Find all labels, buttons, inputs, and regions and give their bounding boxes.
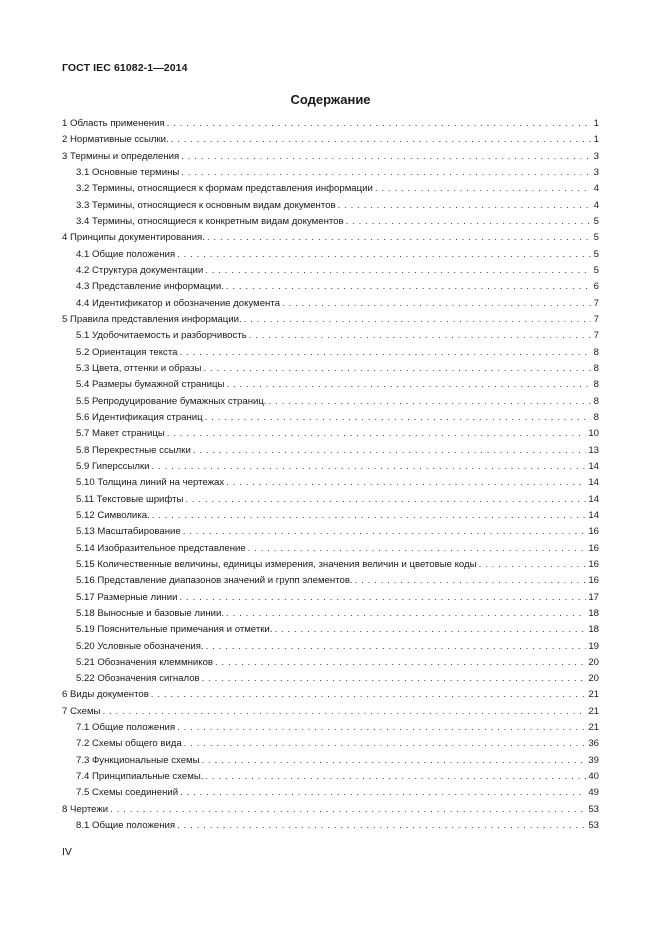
- toc-dot-leader: [177, 818, 586, 834]
- toc-entry[interactable]: [62, 443, 599, 459]
- toc-entry[interactable]: [62, 590, 599, 606]
- toc-dot-leader: [226, 606, 586, 622]
- toc-entry-page: 49: [588, 787, 599, 799]
- toc-entry-page: 8: [593, 362, 599, 374]
- toc-entry[interactable]: [62, 508, 599, 524]
- toc-entry-title: 4 Принципы документирования.: [62, 232, 205, 244]
- toc-entry-page: 4: [593, 199, 599, 211]
- toc-entry-page: 6: [593, 281, 599, 293]
- toc-entry[interactable]: [62, 492, 599, 508]
- toc-entry[interactable]: [62, 361, 599, 377]
- toc-entry-page: 40: [588, 771, 599, 783]
- toc-entry[interactable]: [62, 345, 599, 361]
- toc-dot-leader: [180, 785, 586, 801]
- toc-entry[interactable]: [62, 132, 599, 148]
- toc-dot-leader: [203, 361, 591, 377]
- toc-entry[interactable]: [62, 263, 599, 279]
- toc-entry[interactable]: [62, 785, 599, 801]
- toc-entry-page: 5: [593, 215, 599, 227]
- toc-entry[interactable]: [62, 671, 599, 687]
- toc-entry-title: 3.4 Термины, относящиеся к конкретным видам документов: [76, 215, 344, 227]
- toc-entry[interactable]: [62, 622, 599, 638]
- toc-dot-leader: [282, 296, 591, 312]
- toc-entry-page: 14: [588, 460, 599, 472]
- toc-dot-leader: [207, 230, 591, 246]
- toc-entry[interactable]: [62, 149, 599, 165]
- toc-dot-leader: [181, 165, 591, 181]
- toc-entry-title: 5.2 Ориентация текста: [76, 346, 178, 358]
- toc-dot-leader: [167, 426, 587, 442]
- toc-entry-title: 5.21 Обозначения клеммников: [76, 656, 214, 668]
- toc-dot-leader: [179, 590, 586, 606]
- toc-heading-text: Содержание: [290, 92, 371, 107]
- toc-entry-title: 7.5 Схемы соединений: [76, 787, 179, 799]
- toc-entry-title: 5.15 Количественные величины, единицы измерения, значения величин и цветовые коды: [76, 558, 477, 570]
- toc-dot-leader: [181, 149, 591, 165]
- toc-entry-title: 4.2 Структура документации: [76, 264, 204, 276]
- toc-entry-page: 8: [593, 346, 599, 358]
- toc-entry-page: 3: [593, 166, 599, 178]
- toc-entry-title: 3.2 Термины, относящиеся к формам представления информации: [76, 183, 373, 195]
- toc-entry-page: 16: [588, 575, 599, 587]
- toc-dot-leader: [184, 736, 587, 752]
- toc-dot-leader: [152, 459, 587, 475]
- toc-entry-title: 3.3 Термины, относящиеся к основным видам документов: [76, 199, 336, 211]
- toc-dot-leader: [177, 720, 586, 736]
- toc-entry-title: 7.4 Принципиальные схемы.: [76, 771, 204, 783]
- toc-entry-page: 1: [593, 118, 599, 129]
- toc-dot-leader: [375, 181, 591, 197]
- toc-entry-page: 18: [588, 624, 599, 636]
- toc-entry-page: 16: [588, 558, 599, 570]
- toc-entry-page: 8: [593, 379, 599, 391]
- toc-entry-title: 4.3 Представление информации.: [76, 281, 224, 293]
- toc-entry-page: 8: [593, 395, 599, 407]
- toc-entry-page: 19: [588, 640, 599, 652]
- toc-entry-title: 8 Чертежи: [62, 803, 109, 815]
- toc-entry-page: 14: [588, 509, 599, 521]
- toc-entry-title: 7.2 Схемы общего вида: [76, 738, 182, 750]
- toc-entry[interactable]: [62, 802, 599, 818]
- toc-dot-leader: [202, 671, 587, 687]
- toc-entry-page: 10: [588, 428, 599, 440]
- toc-entry[interactable]: [62, 818, 599, 834]
- toc-entry-title: 5.6 Идентификация страниц: [76, 411, 203, 423]
- toc-dot-leader: [185, 492, 586, 508]
- toc-entry-page: 21: [588, 689, 599, 701]
- toc-entry-title: 5.11 Текстовые шрифты: [76, 493, 184, 505]
- toc-entry-page: 4: [593, 183, 599, 195]
- toc-entry-title: 5.10 Толщина линий на чертежах: [76, 477, 225, 489]
- toc-entry-page: 14: [588, 493, 599, 505]
- toc-heading: [0, 92, 661, 107]
- toc-entry-title: 5.18 Выносные и базовые линии.: [76, 607, 225, 619]
- toc-dot-leader: [102, 704, 586, 720]
- toc-entry-page: 14: [588, 477, 599, 489]
- toc-entry-page: 5: [593, 264, 599, 276]
- toc-dot-leader: [355, 573, 587, 589]
- toc-entry-title: 7 Схемы: [62, 705, 101, 717]
- toc-entry-title: 4.1 Общие положения: [76, 248, 176, 260]
- toc-entry-title: 5.14 Изобразительное представление: [76, 542, 246, 554]
- toc-entry-title: 4.4 Идентификатор и обозначение документа: [76, 297, 280, 309]
- toc-entry[interactable]: [62, 769, 599, 785]
- toc-entry[interactable]: [62, 312, 599, 328]
- toc-entry-title: 5.13 Масштабирование: [76, 526, 181, 538]
- toc-dot-leader: [177, 247, 591, 263]
- toc-entry[interactable]: [62, 328, 599, 344]
- toc-entry-page: 39: [588, 754, 599, 766]
- toc-entry-page: 5: [593, 232, 599, 244]
- toc-entry-page: 3: [593, 150, 599, 162]
- toc-entry-page: 16: [588, 542, 599, 554]
- toc-entry-title: 5.7 Макет страницы: [76, 428, 165, 440]
- toc-dot-leader: [167, 116, 591, 132]
- toc-entry-title: 5.5 Репродуцирование бумажных страниц.: [76, 395, 267, 407]
- toc-entry[interactable]: [62, 426, 599, 442]
- toc-entry[interactable]: [62, 247, 599, 263]
- toc-entry[interactable]: [62, 296, 599, 312]
- toc-dot-leader: [248, 541, 587, 557]
- page-number: IV: [62, 846, 72, 858]
- toc-entry[interactable]: [62, 655, 599, 671]
- toc-dot-leader: [244, 312, 591, 328]
- toc-entry[interactable]: [62, 704, 599, 720]
- toc-entry-title: 5.1 Удобочитаемость и разборчивость: [76, 330, 247, 342]
- toc-dot-leader: [205, 410, 591, 426]
- toc-dot-leader: [226, 377, 591, 393]
- toc-entry[interactable]: [62, 475, 599, 491]
- toc-dot-leader: [205, 769, 586, 785]
- toc-entry[interactable]: [62, 394, 599, 410]
- toc-entry-title: 5.20 Условные обозначения.: [76, 640, 204, 652]
- toc-dot-leader: [205, 263, 591, 279]
- toc-entry[interactable]: [62, 720, 599, 736]
- toc-dot-leader: [152, 508, 587, 524]
- toc-entry-title: 5.8 Перекрестные ссылки: [76, 444, 191, 456]
- toc-dot-leader: [183, 524, 587, 540]
- document-header: ГОСТ IEC 61082-1—2014: [62, 62, 188, 74]
- toc-entry-title: 5 Правила представления информации.: [62, 313, 242, 325]
- toc-entry-title: 5.12 Символика.: [76, 509, 150, 521]
- toc-entry-page: 21: [588, 722, 599, 734]
- toc-entry-title: 3.1 Основные термины: [76, 166, 180, 178]
- toc-entry-page: 20: [588, 656, 599, 668]
- toc-entry-page: 36: [588, 738, 599, 750]
- toc-entry-page: 53: [588, 803, 599, 815]
- toc-entry[interactable]: [62, 736, 599, 752]
- toc-entry[interactable]: [62, 524, 599, 540]
- toc-entry-title: 6 Виды документов: [62, 689, 149, 701]
- toc-entry[interactable]: [62, 573, 599, 589]
- toc-dot-leader: [171, 132, 591, 148]
- toc-entry-page: 53: [588, 820, 599, 832]
- toc-entry[interactable]: [62, 687, 599, 703]
- toc-entry-title: 5.3 Цвета, оттенки и образы: [76, 362, 202, 374]
- toc-entry-page: 7: [593, 330, 599, 342]
- toc-dot-leader: [226, 279, 591, 295]
- toc-dot-leader: [346, 214, 591, 230]
- toc-entry[interactable]: [62, 279, 599, 295]
- toc-entry-page: 8: [593, 411, 599, 423]
- toc-entry[interactable]: [62, 198, 599, 214]
- toc-dot-leader: [110, 802, 586, 818]
- toc-entry[interactable]: [62, 753, 599, 769]
- toc-entry-title: 5.9 Гиперссылки: [76, 460, 150, 472]
- toc-entry-page: 13: [588, 444, 599, 456]
- toc-entry-title: 8.1 Общие положения: [76, 820, 176, 832]
- toc-entry-title: 5.16 Представление диапазонов значений и групп элементов.: [76, 575, 353, 587]
- toc-dot-leader: [274, 622, 586, 638]
- toc-entry[interactable]: [62, 459, 599, 475]
- toc-dot-leader: [215, 655, 586, 671]
- toc-dot-leader: [479, 557, 587, 573]
- toc-dot-leader: [338, 198, 591, 214]
- toc-entry-title: 5.19 Пояснительные примечания и отметки.: [76, 624, 273, 636]
- toc-entry[interactable]: [62, 181, 599, 197]
- toc-dot-leader: [151, 687, 587, 703]
- toc-entry-page: 18: [588, 607, 599, 619]
- toc-entry[interactable]: [62, 214, 599, 230]
- toc-entry-page: 21: [588, 705, 599, 717]
- toc-entry[interactable]: [62, 557, 599, 573]
- toc-entry-title: 5.22 Обозначения сигналов: [76, 673, 200, 685]
- toc-entry-title: 5.4 Размеры бумажной страницы: [76, 379, 225, 391]
- toc-entry-title: 7.1 Общие положения: [76, 722, 176, 734]
- table-of-contents: [62, 116, 599, 834]
- toc-entry[interactable]: [62, 116, 599, 132]
- toc-entry[interactable]: [62, 541, 599, 557]
- toc-entry[interactable]: [62, 377, 599, 393]
- toc-dot-leader: [249, 328, 591, 344]
- toc-dot-leader: [206, 639, 587, 655]
- toc-entry-page: 16: [588, 526, 599, 538]
- toc-dot-leader: [269, 394, 591, 410]
- toc-entry-title: 7.3 Функциональные схемы: [76, 754, 200, 766]
- toc-entry[interactable]: [62, 639, 599, 655]
- toc-entry-title: 1 Область применения: [62, 118, 165, 129]
- toc-entry-page: 5: [593, 248, 599, 260]
- toc-dot-leader: [179, 345, 591, 361]
- toc-entry-page: 1: [593, 134, 599, 146]
- toc-entry-page: 7: [593, 313, 599, 325]
- toc-dot-leader: [202, 753, 587, 769]
- toc-entry[interactable]: [62, 165, 599, 181]
- toc-entry-page: 20: [588, 673, 599, 685]
- toc-entry[interactable]: [62, 606, 599, 622]
- toc-dot-leader: [193, 443, 587, 459]
- toc-entry-title: 5.17 Размерные линии: [76, 591, 178, 603]
- toc-entry-title: 3 Термины и определения: [62, 150, 180, 162]
- toc-entry-title: 2 Нормативные ссылки.: [62, 134, 169, 146]
- toc-entry[interactable]: [62, 230, 599, 246]
- toc-entry-page: 17: [588, 591, 599, 603]
- toc-dot-leader: [226, 475, 586, 491]
- toc-entry[interactable]: [62, 410, 599, 426]
- toc-entry-page: 7: [593, 297, 599, 309]
